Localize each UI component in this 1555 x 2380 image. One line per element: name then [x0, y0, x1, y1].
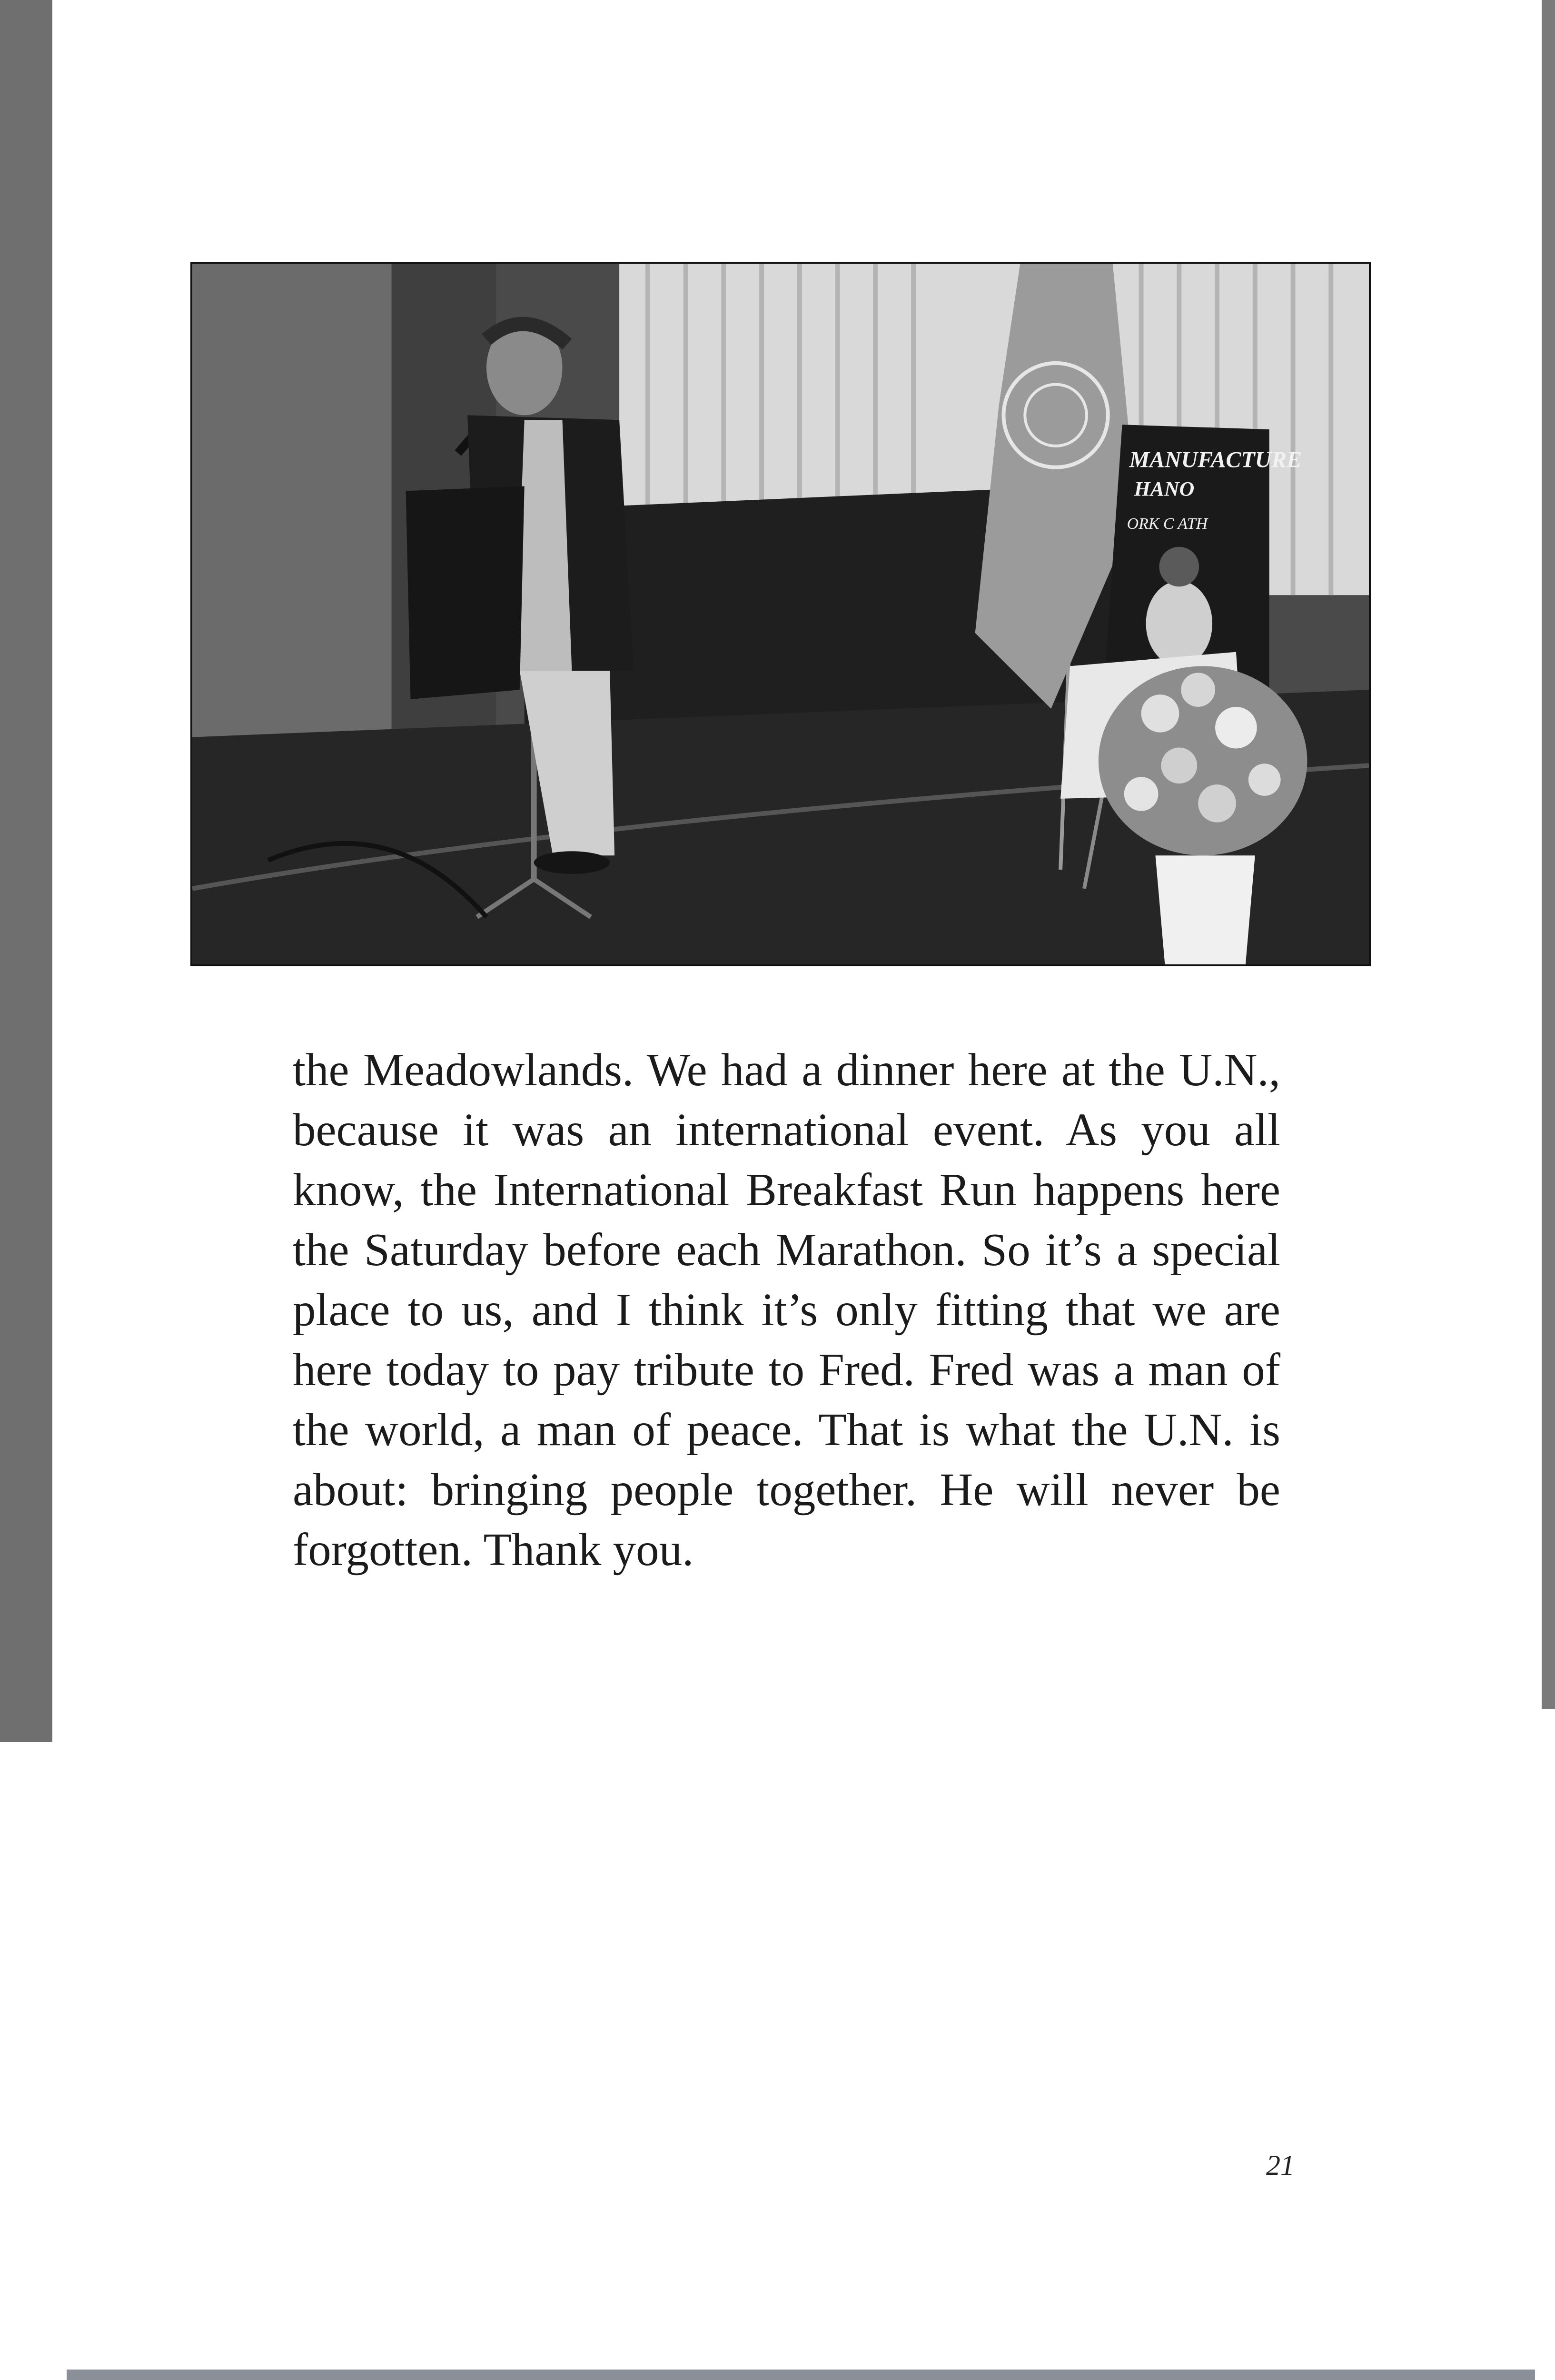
scan-edge-right	[1542, 0, 1555, 1709]
poster-line-2: HANO	[1134, 477, 1195, 501]
flower-pot	[1155, 855, 1255, 964]
photo-scene	[192, 264, 1369, 964]
poster-figure	[1146, 581, 1213, 666]
poster-line-3: ORK C ATH	[1127, 515, 1208, 533]
scan-edge-left	[0, 0, 52, 1742]
scan-edge-bottom	[67, 2370, 1535, 2380]
coat-draped	[406, 486, 525, 699]
body-text: the Meadowlands. We had a dinner here at the U.N., because it was an international event. As you all know, the International Breakfast Run happens here the Saturday before each Marathon. So it’s a special place to us, and I think it’s only fitting that we are here today to pay tribute to Fred. Fred was a man of the world, a man of peace. That is what the U.N. is about: bringing people together. He will never be forgotten. Thank you.	[293, 1044, 1280, 1575]
event-photograph	[190, 262, 1371, 966]
page-number: 21	[1266, 2150, 1295, 2181]
poster-line-1: MANUFACTURE	[1129, 447, 1302, 473]
left-wall-panel	[192, 264, 392, 737]
